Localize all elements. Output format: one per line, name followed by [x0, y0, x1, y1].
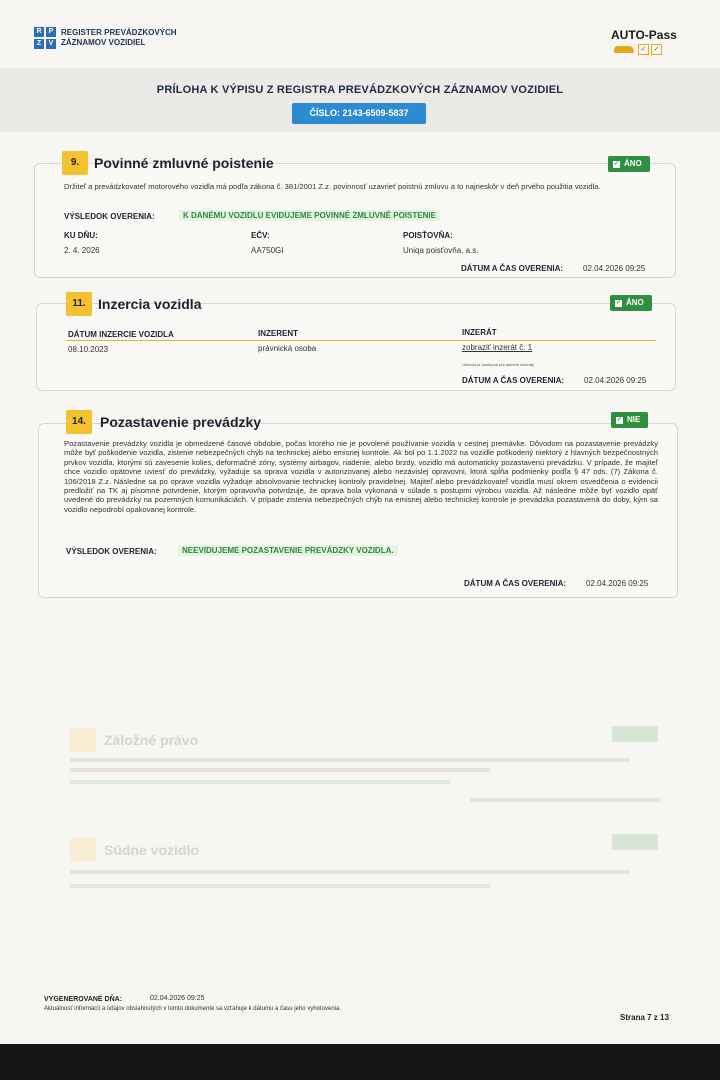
result-value: NEEVIDUJEME POZASTAVENIE PREVÁDZKY VOZIDLA. [178, 545, 398, 556]
table-header-divider [66, 340, 656, 341]
insurer-value: Uniqa poisťovňa, a.s. [403, 246, 479, 255]
section-title: Inzercia vozidla [98, 296, 202, 312]
checkbox-icon: ✓ [638, 44, 649, 55]
faded-section [40, 710, 670, 810]
ad-note: *Adresa je dostupná pre aktívne inzeráty [462, 362, 535, 367]
plate-value: AA750GI [251, 246, 284, 255]
result-value: K DANÉMU VOZIDLU EVIDUJEME POVINNÉ ZMLUVNÉ POISTENIE [179, 210, 440, 221]
date-value: 2. 4. 2026 [64, 246, 100, 255]
page-number: Strana 7 z 13 [620, 1013, 669, 1022]
plate-label: EČV: [251, 231, 270, 240]
ad-advertiser: právnická osoba [258, 344, 317, 353]
verified-value: 02.04.2026 09:25 [586, 579, 649, 588]
document-title: PRÍLOHA K VÝPISU Z REGISTRA PREVÁDZKOVÝCH ZÁZNAMOV VOZIDIEL [156, 84, 564, 96]
verified-value: 02.04.2026 09:25 [583, 264, 646, 273]
generated-label: VYGENEROVANÉ DŇA: [44, 996, 123, 1003]
status-badge-label: ÁNO [624, 159, 642, 168]
bottom-edge [0, 1044, 720, 1080]
status-badge [610, 295, 652, 311]
faded-badge [612, 726, 658, 742]
check-icon: ✓ [615, 299, 622, 306]
status-badge [608, 156, 650, 172]
verified-label: DÁTUM A ČAS OVERENIA: [462, 376, 565, 385]
register-logo [34, 27, 177, 49]
faded-line [70, 884, 490, 888]
view-ad-link[interactable]: zobraziť inzerát č. 1 [462, 343, 533, 352]
result-label: VÝSLEDOK OVERENIA: [66, 547, 157, 556]
logo-letter: R [34, 27, 44, 37]
logo-letter: V [46, 39, 56, 49]
logo-line-1: REGISTER PREVÁDZKOVÝCH [61, 28, 177, 37]
section-description: Pozastavenie prevádzky vozidla je obmedzené časové obdobie, počas ktorého nie je povolené používanie vozidla v cestnej premávke. Dôvodom na pozastavenie prevádzky môže byť poškodenie vozidla, zistenie nebezpečných chýb na technickej alebo emisnej kontrole. Ak bol po 1.1.2022 na vozidle poškodený niektorý z hlavných bezpečnostných prvkov vozidla, ktorými sú zavesenie kolies, deformačné zóny, systémy airbagov, riadenie, alebo brzdy, vozidlo má automaticky pozastavenú prevádzku. V prípade, že majiteľ chce vozidlo opätovne uviesť do prevádzky, vyžaduje sa oprava vozidla v autorizovanej alebo nezávislej opravovni, ktorá spĺňa podmienky podľa § 47 ods. (7) Zákona č. 106/2018 Z.z. Následne sa po oprave vozidla vyžaduje absolvovanie technickej kontroly pravidelnej. Majiteľ alebo prevádzkovateľ vozidla musí okrem osvedčenia o evidencii predložiť na TK aj písomné potvrdenie, ktorým opravovňa potvrdzuje, že oprava bola vykonaná v súlade s postupmi výrobcu vozidla. Až následne môže byť vozidlo opäť uvedené do prevádzky na pozemných komunikáciách. V prípade zistenia nebezpečných chýb na emisnej alebo technickej kontrole je prevádzka pozastavená do doby, kým sa vozidlo nepodrobí opakovanej kontrole. [64, 439, 658, 514]
section-number: 14. [66, 410, 92, 434]
faded-line [70, 768, 490, 772]
table-header: DÁTUM INZERCIE VOZIDLA [68, 330, 174, 339]
faded-line [70, 870, 630, 874]
status-badge-label: ÁNO [626, 298, 644, 307]
insurer-label: POISŤOVŇA: [403, 231, 453, 240]
ads-section [36, 303, 676, 391]
ad-date: 08.10.2023 [68, 345, 109, 354]
section-description: Držiteľ a prevádzkovateľ motorového vozidla má podľa zákona č. 381/2001 Z.z. povinnosť uzavrieť poistnú zmluvu a to najneskôr v deň prvého použitia vozidla. [64, 182, 601, 191]
section-number: 11. [66, 292, 92, 316]
faded-line [470, 798, 660, 802]
status-badge [611, 412, 648, 428]
date-label: KU DŇU: [64, 231, 98, 240]
faded-title: Záložné právo [104, 732, 199, 748]
faded-number [70, 838, 96, 862]
status-badge-label: NIE [627, 415, 641, 424]
generated-value: 02.04.2026 09:25 [150, 995, 205, 1002]
car-icon [614, 46, 634, 53]
logo-text [61, 28, 177, 48]
logo-mark [34, 27, 56, 49]
document-number-badge: ČÍSLO: 2143-6509-5837 [292, 103, 426, 124]
faded-badge [612, 834, 658, 850]
faded-section [40, 820, 670, 920]
checkbox-icon: ✓ [651, 44, 662, 55]
logo-line-2: ZÁZNAMOV VOZIDIEL [61, 38, 146, 47]
section-title: Povinné zmluvné poistenie [94, 155, 274, 171]
verified-label: DÁTUM A ČAS OVERENIA: [461, 264, 564, 273]
logo-letter: P [46, 27, 56, 37]
faded-line [70, 780, 450, 784]
logo-letter: Z [34, 39, 44, 49]
verified-label: DÁTUM A ČAS OVERENIA: [464, 579, 567, 588]
autopass-logo-icon [614, 44, 662, 55]
faded-title: Súdne vozidlo [104, 842, 199, 858]
verified-value: 02.04.2026 09:25 [584, 376, 647, 385]
faded-line [70, 758, 630, 762]
section-title: Pozastavenie prevádzky [100, 414, 262, 430]
footer-note: Aktuálnosť informácií a údajov obsiahnutých v tomto dokumente sa vzťahuje k dátumu a času jeho vyhotovenia. [44, 1006, 342, 1012]
table-header: INZERENT [258, 329, 298, 338]
result-label: VÝSLEDOK OVERENIA: [64, 212, 155, 221]
faded-number [70, 728, 96, 752]
autopass-brand: AUTO-Pass [611, 28, 677, 42]
section-number: 9. [62, 151, 88, 175]
check-icon: ✓ [613, 160, 620, 167]
check-icon: ✓ [616, 416, 623, 423]
table-header: INZERÁT [462, 328, 497, 337]
